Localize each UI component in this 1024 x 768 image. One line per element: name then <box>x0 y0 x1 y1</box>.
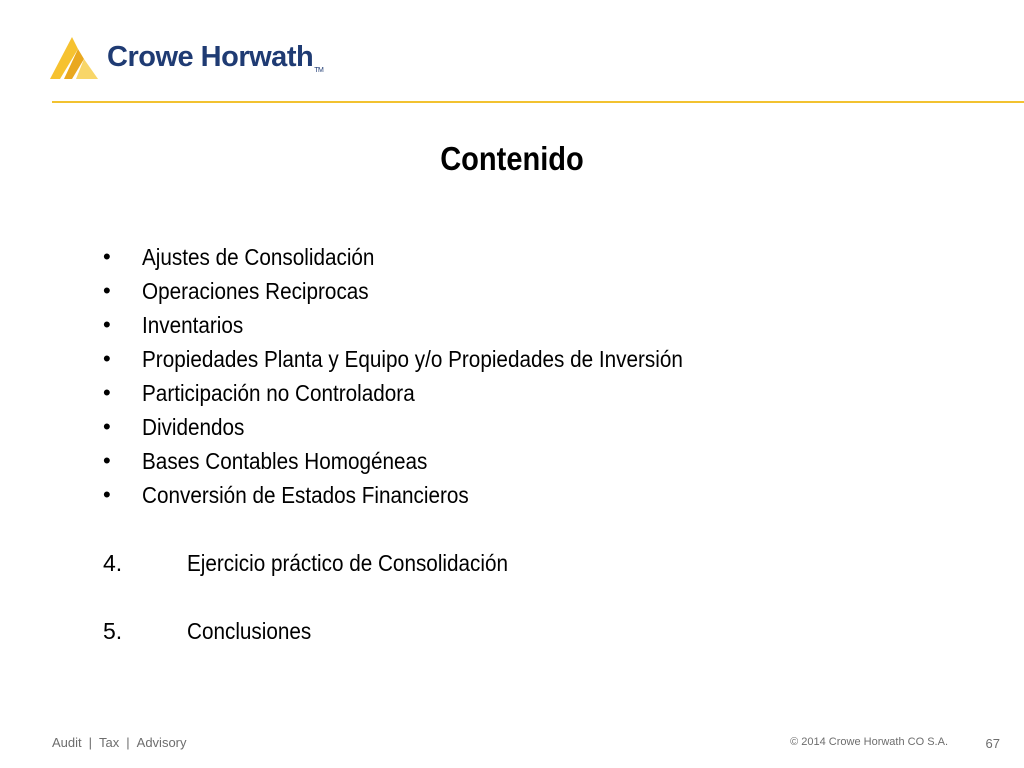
numbered-item-conclusiones <box>103 614 923 648</box>
bullet-marker: • <box>103 414 111 439</box>
footer-separator: | <box>88 735 93 750</box>
bullet-text: Propiedades Planta y Equipo y/o Propiedades de Inversión <box>142 346 683 372</box>
slide-title: Contenido <box>440 140 584 177</box>
topic-bullet-list <box>103 240 923 512</box>
bullet-text: Operaciones Reciprocas <box>142 278 369 304</box>
footer-service-advisory: Advisory <box>136 735 187 750</box>
bullet-item <box>103 342 923 376</box>
crowe-peak-icon <box>50 35 98 79</box>
logo-text: Crowe HorwathTM <box>107 40 324 74</box>
bullet-item <box>103 240 923 274</box>
logo-trademark: TM <box>314 66 324 74</box>
bullet-marker: • <box>103 278 111 303</box>
crowe-horwath-logo <box>50 32 323 82</box>
item-text: Conclusiones <box>187 618 312 644</box>
bullet-text: Inventarios <box>142 312 244 338</box>
page-number: 67 <box>985 736 1000 751</box>
bullet-marker: • <box>103 482 111 507</box>
footer-separator: | <box>126 735 130 750</box>
item-number: 4. <box>103 550 123 576</box>
bullet-marker: • <box>103 380 111 405</box>
bullet-text: Bases Contables Homogéneas <box>142 448 428 474</box>
bullet-item <box>103 376 923 410</box>
item-number: 5. <box>103 618 123 644</box>
item-text: Ejercicio práctico de Consolidación <box>187 550 509 576</box>
footer-service-tax: Tax <box>99 735 120 750</box>
bullet-marker: • <box>103 244 111 269</box>
bullet-text: Participación no Controladora <box>142 380 415 406</box>
numbered-item-ejercicio <box>103 546 923 580</box>
footer-services <box>52 735 187 750</box>
bullet-item <box>103 274 923 308</box>
header-divider <box>52 101 1024 103</box>
bullet-item <box>103 444 923 478</box>
footer-copyright: © 2014 Crowe Horwath CO S.A. <box>790 736 948 748</box>
bullet-text: Conversión de Estados Financieros <box>142 482 469 508</box>
slide-content <box>103 240 923 648</box>
bullet-text: Dividendos <box>142 414 245 440</box>
bullet-item <box>103 478 923 512</box>
bullet-marker: • <box>103 312 111 337</box>
bullet-item <box>103 308 923 342</box>
bullet-item <box>103 410 923 444</box>
bullet-marker: • <box>103 346 111 371</box>
bullet-marker: • <box>103 448 111 473</box>
bullet-text: Ajustes de Consolidación <box>142 244 375 270</box>
footer-service-audit: Audit <box>52 735 82 750</box>
